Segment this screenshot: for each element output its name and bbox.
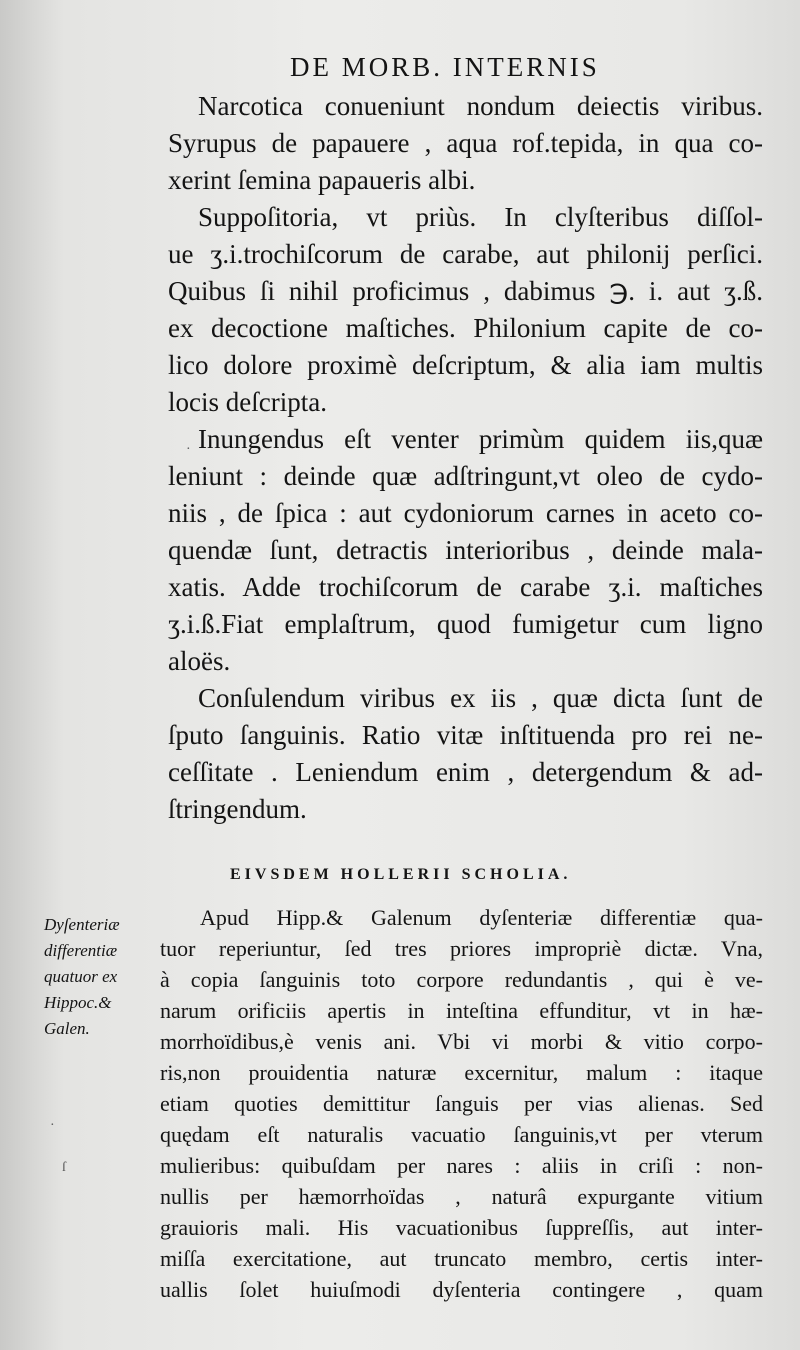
marginal-note-line: Dyſenteriæ [44,915,120,934]
scholia-line: quędam eſt naturalis vacuatio ſanguinis,vt per vterum [160,1122,763,1147]
scholia-line: miſſa exercitatione, aut truncato membro, certis inter- [160,1246,763,1271]
scholia-line: tuor reperiuntur, ſed tres priores impropriè dictæ. Vna, [160,936,763,961]
scholia-line: narum orificiis apertis in inteſtina effunditur, vt in hæ- [160,998,763,1023]
text-line: Suppoſitoria, vt priùs. In clyſteribus diſſol- [198,202,763,232]
text-line: aloës. [168,646,231,676]
marginal-note-line: differentiæ [44,941,118,960]
ink-speck: · [186,442,191,457]
text-line: quendæ ſunt, detractis interioribus , deinde mala- [168,535,763,565]
text-line: ex decoctione maſtiches. Philonium capite de co- [168,313,763,343]
text-line: xatis. Adde trochiſcorum de carabe ʒ.i. maſtiches [168,572,763,602]
main-text-block [168,88,763,828]
scholia-line: mulieribus: quibuſdam per nares : aliis in criſi : non- [160,1153,763,1178]
ink-speck: · [50,1118,55,1133]
scholia-line: ris,non prouidentia naturæ excernitur, malum : itaque [160,1060,763,1085]
scholia-line: grauioris mali. His vacuationibus ſuppreſſis, aut inter- [160,1215,763,1240]
scholia-line: à copia ſanguinis toto corpore redundantis , qui è ve- [160,967,763,992]
text-line: ſtringendum. [168,794,307,824]
text-line: Inungendus eſt venter primùm quidem iis,quæ [198,424,763,454]
scholia-heading: EIVSDEM HOLLERII SCHOLIA. [230,866,572,883]
text-line: Narcotica conueniunt nondum deiectis viribus. [198,91,763,121]
running-head: DE MORB. INTERNIS [290,52,600,82]
paragraph-inungendus [168,421,763,680]
paragraph-narcotica [168,88,763,199]
text-line: ʒ.i.ß.Fiat emplaſtrum, quod fumigetur cum ligno [168,609,763,639]
marginal-note [44,912,164,1042]
text-line: xerint ſemina papaueris albi. [168,165,476,195]
paragraph-suppositoria [168,199,763,421]
scholia-line: nullis per hæmorrhoïdas , naturâ expurgante vitium [160,1184,763,1209]
text-line: ue ʒ.i.trochiſcorum de carabe, aut philonij perſici. [168,239,763,269]
ink-speck: ſ [62,1160,66,1175]
text-line: locis deſcripta. [168,387,327,417]
text-line: ſputo ſanguinis. Ratio vitæ inſtituenda pro rei ne- [168,720,763,750]
text-line: Quibus ſi nihil proficimus , dabimus ℈. i. aut ʒ.ß. [168,276,763,306]
scholia-line: Apud Hipp.& Galenum dyſenteriæ differentiæ qua- [200,905,763,930]
scholia-text-block [160,902,763,1305]
marginal-note-line: Galen. [44,1019,90,1038]
text-line: Syrupus de papauere , aqua rof.tepida, in qua co- [168,128,763,158]
text-line: ceſſitate . Leniendum enim , detergendum & ad- [168,757,763,787]
marginal-note-line: Hippoc.& [44,993,112,1012]
paragraph-consulendum [168,680,763,828]
scholia-line: etiam quoties demittitur ſanguis per vias alienas. Sed [160,1091,763,1116]
text-line: niis , de ſpica : aut cydoniorum carnes in aceto co- [168,498,763,528]
scholia-line: morrhoïdibus,è venis ani. Vbi vi morbi & vitio corpo- [160,1029,763,1054]
text-line: Conſulendum viribus ex iis , quæ dicta ſunt de [198,683,763,713]
scholia-line: uallis ſolet huiuſmodi dyſenteria contingere , quam [160,1277,763,1302]
marginal-note-line: quatuor ex [44,967,118,986]
text-line: lico dolore proximè deſcriptum, & alia iam multis [168,350,763,380]
text-line: leniunt : deinde quæ adſtringunt,vt oleo de cydo- [168,461,763,491]
